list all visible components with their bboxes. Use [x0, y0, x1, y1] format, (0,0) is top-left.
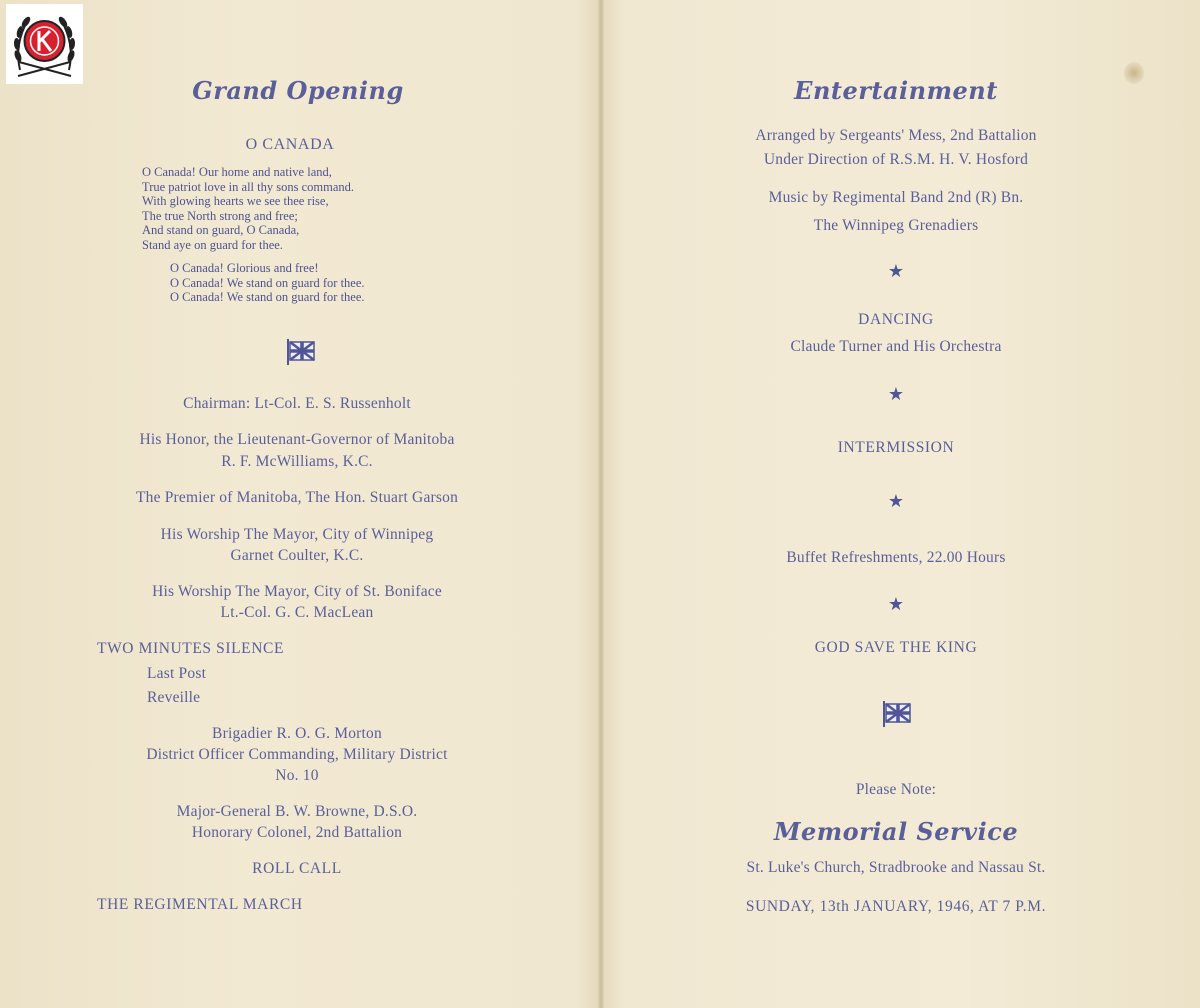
verse-line: With glowing hearts we see thee rise,: [142, 194, 329, 208]
dancing: DANCING: [858, 311, 934, 328]
chairman-line: Chairman: Lt-Col. E. S. Russenholt: [183, 395, 411, 412]
memorial-service-heading: Memorial Service: [773, 817, 1019, 846]
verse-line: And stand on guard, O Canada,: [142, 223, 300, 237]
music-by: Music by Regimental Band 2nd (R) Bn.: [768, 189, 1024, 206]
buffet-refreshments: Buffet Refreshments, 22.00 Hours: [786, 549, 1006, 566]
premier-line: The Premier of Manitoba, The Hon. Stuart Garson: [135, 489, 459, 506]
regimental-march: THE REGIMENTAL MARCH: [97, 896, 303, 913]
verse-line: The true North strong and free;: [142, 208, 298, 223]
anthem-chorus: [170, 261, 365, 305]
please-note: Please Note:: [855, 781, 937, 798]
brigadier-name: Brigadier R. O. G. Morton: [212, 725, 382, 742]
right-panel: [604, 0, 1200, 1008]
reveille: Reveille: [147, 689, 201, 706]
two-minutes-silence: TWO MINUTES SILENCE: [97, 640, 285, 657]
mayor-winnipeg-title: His Worship The Mayor, City of Winnipeg: [160, 526, 434, 543]
major-general-title: Honorary Colonel, 2nd Battalion: [191, 824, 403, 841]
brigadier-district: No. 10: [275, 767, 319, 784]
mayor-winnipeg-name: Garnet Coulter, K.C.: [230, 547, 364, 564]
mayor-st-boniface-name: Lt.-Col. G. C. MacLean: [220, 604, 374, 621]
entertainment-heading: Entertainment: [794, 76, 998, 105]
star-icon: ★: [887, 261, 905, 281]
union-flag-icon: [882, 700, 912, 728]
arranged-by: Arranged by Sergeants' Mess, 2nd Battalion: [755, 127, 1037, 144]
chorus-line: O Canada! Glorious and free!: [170, 261, 319, 275]
verse-line: Stand aye on guard for thee.: [142, 237, 283, 252]
orchestra: Claude Turner and His Orchestra: [790, 338, 1002, 355]
star-icon: ★: [887, 384, 905, 404]
chorus-line: O Canada! We stand on guard for thee.: [170, 275, 365, 290]
last-post: Last Post: [147, 665, 207, 682]
service-date: SUNDAY, 13th JANUARY, 1946, AT 7 P.M.: [745, 898, 1047, 915]
god-save-the-king: GOD SAVE THE KING: [814, 639, 978, 656]
anthem-verse: [142, 165, 354, 252]
roll-call: ROLL CALL: [252, 860, 342, 877]
left-panel: [0, 0, 598, 1008]
anthem-title: O CANADA: [245, 136, 335, 153]
star-icon: ★: [887, 491, 905, 511]
verse-line: True patriot love in all thy sons command.: [142, 179, 355, 194]
star-icon: ★: [887, 594, 905, 614]
union-flag-icon: [286, 338, 316, 366]
verse-line: O Canada! Our home and native land,: [142, 165, 332, 179]
grand-opening-heading: Grand Opening: [192, 76, 404, 105]
church-address: St. Luke's Church, Stradbrooke and Nassau St.: [746, 859, 1046, 876]
under-direction: Under Direction of R.S.M. H. V. Hosford: [763, 151, 1029, 168]
band-name: The Winnipeg Grenadiers: [813, 217, 979, 234]
major-general-name: Major-General B. W. Browne, D.S.O.: [176, 803, 418, 820]
lt-governor-title: His Honor, the Lieutenant-Governor of Manitoba: [139, 431, 455, 448]
mayor-st-boniface-title: His Worship The Mayor, City of St. Boniface: [152, 583, 442, 600]
chorus-line: O Canada! We stand on guard for thee.: [170, 290, 365, 304]
lt-governor-name: R. F. McWilliams, K.C.: [221, 453, 373, 470]
intermission: INTERMISSION: [837, 439, 955, 456]
brigadier-title: District Officer Commanding, Military District: [146, 746, 448, 763]
